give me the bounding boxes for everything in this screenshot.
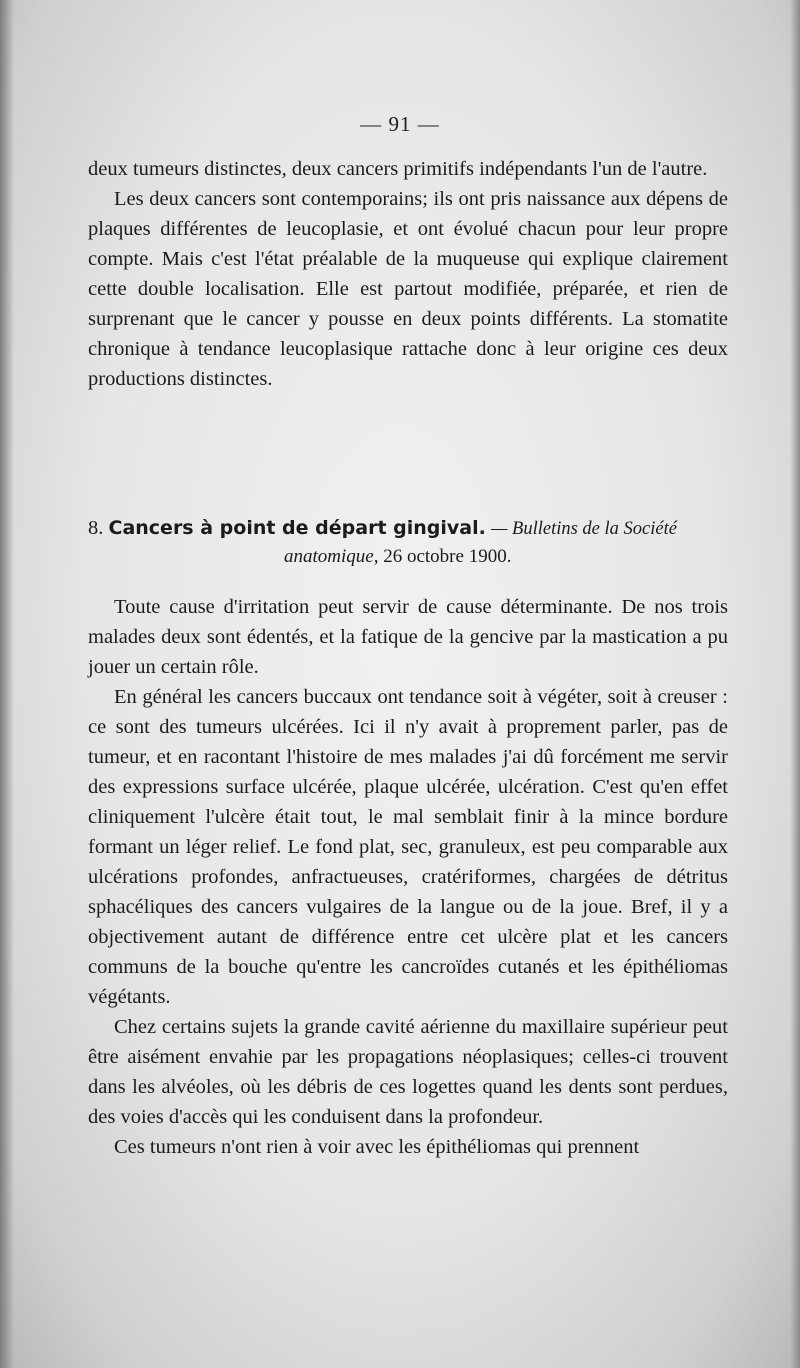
page-number: — 91 — [360,112,440,136]
section-source-journal: anatomique, [284,546,379,567]
paragraph-irritation: Toute cause d'irritation peut servir de cause déterminante. De nos trois malades deux sont édentés, et la fatique de la gencive par la mastication a pu jouer un certain rôle. [88,596,728,678]
section-source-date: 26 octobre 1900. [383,546,512,567]
section-heading-line-2 [88,543,728,571]
paragraph-continuation: deux tumeurs distinctes, deux cancers primitifs indépendants l'un de l'autre. [88,158,708,180]
section-number: 8. [88,517,104,539]
section-source-prefix: — Bulletins de la Société [490,519,677,539]
section-title: Cancers à point de départ gingival. [108,517,486,539]
paragraph-epitheliomas: Ces tumeurs n'ont rien à voir avec les épithéliomas qui prennent [114,1136,640,1158]
paragraph-maxillary-cavity: Chez certains sujets la grande cavité aérienne du maxillaire supérieur peut être aisément envahie par les propagations néoplasiques; celles-ci trouvent dans les alvéoles, où les débris de ces logettes quand les dents sont perdues, des voies d'accès qui les conduisent dans la profondeur. [88,1016,728,1128]
page-right-edge-shadow [790,0,800,1368]
paragraph-ulcers: En général les cancers buccaux ont tendance soit à végéter, soit à creuser : ce sont des tumeurs ulcérées. Ici il n'y avait à proprement parler, pas de tumeur, et en racontant l'histoire de mes malades j'ai dû forcément me servir des expressions surface ulcérée, plaque ulcérée, ulcération. C'est qu'en effet cliniquement l'ulcère était tout, le mal semblait finir à la mince bordure formant un léger relief. Le fond plat, sec, granuleux, est peu comparable aux ulcérations profondes, anfractueuses, cratériformes, chargées de détritus sphacéliques des cancers vulgaires de la langue ou de la joue. Bref, il y a objectivement autant de différence entre cet ulcère plat et les cancers communs de la bouche qu'entre les cancroïdes cutanés et les épithéliomas végétants. [88,686,728,1008]
paragraph-contemporary-cancers: Les deux cancers sont contemporains; ils ont pris naissance aux dépens de plaques différentes de leucoplasie, et ont évolué chacun pour leur propre compte. Mais c'est l'état préalable de la muqueuse qui explique clairement cette double localisation. Elle est partout modifiée, préparée, et rien de surprenant que le cancer y pousse en deux points différents. La stomatite chronique à tendance leucoplasique rattache donc à leur origine ces deux productions distinctes. [88,188,728,390]
top-text-block [88,154,728,394]
section-heading-line-1 [88,514,728,543]
page-left-edge-shadow [0,0,14,1368]
bottom-text-block [88,592,728,1162]
section-heading [88,514,728,571]
